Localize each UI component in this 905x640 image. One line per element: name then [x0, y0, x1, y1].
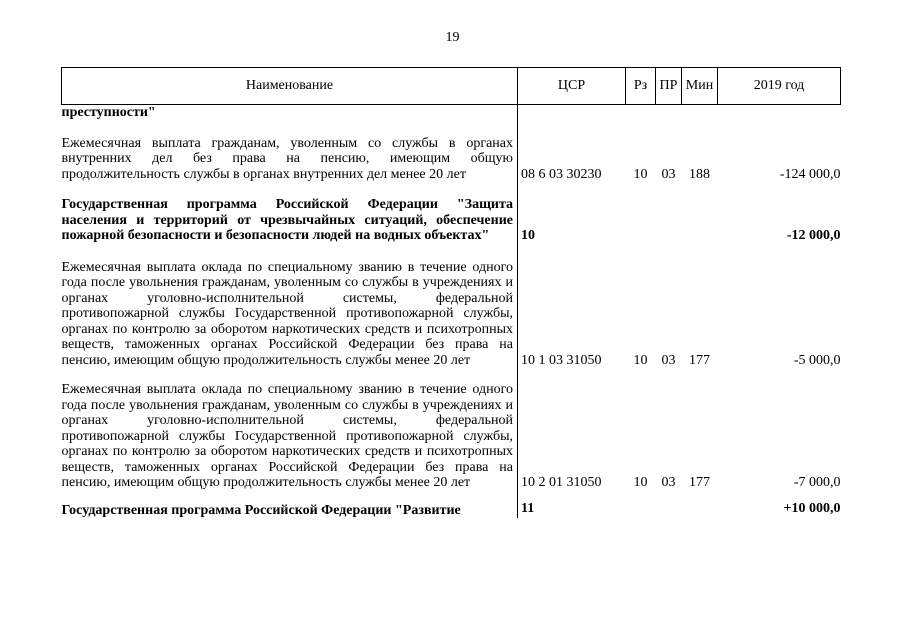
- row-name: Ежемесячная выплата оклада по специальному званию в течение одного года после увольнения гражданам, уволенным со службы в учреждениях и органах уголовно-исполнительной системы, федеральной противопожарной службы Государственной противопожарной службы, органах по контролю за оборотом наркотических средств и психотропных веществ, таможенных органах Российской Федерации без права на пенсию, имеющим общую продолжительность службы менее 20 лет: [62, 244, 518, 369]
- row-rz: [626, 105, 656, 123]
- row-rz: [626, 491, 656, 519]
- budget-table: [61, 67, 841, 518]
- row-min: 188: [689, 166, 710, 182]
- header-min: Мин: [682, 68, 718, 105]
- row-name: преступности": [62, 105, 518, 123]
- row-rz: 10: [633, 475, 648, 490]
- row-amount: [718, 105, 841, 123]
- row-name: Государственная программа Российской Федерации "Защита населения и территорий от чрезвычайных ситуаций, обеспечение пожарной безопасности и безопасности людей на водных объектах": [62, 182, 518, 244]
- row-csr: 10 1 03 31050: [521, 352, 602, 368]
- row-amount: -12 000,0: [786, 228, 841, 243]
- row-csr: 08 6 03 30230: [521, 166, 602, 182]
- row-csr: 10 2 01 31050: [521, 475, 602, 490]
- row-min: 177: [689, 352, 710, 368]
- row-min: 177: [689, 475, 710, 490]
- row-min: [682, 491, 718, 519]
- table-row: [62, 491, 841, 519]
- row-rz: 10: [633, 166, 648, 182]
- table-row: [62, 244, 841, 369]
- row-pr: [656, 491, 682, 519]
- row-csr: 10: [521, 228, 535, 243]
- row-rz: [626, 182, 656, 244]
- row-name: Государственная программа Российской Федерации "Развитие: [62, 491, 518, 519]
- table-row: [62, 123, 841, 183]
- header-year: 2019 год: [718, 68, 841, 105]
- table-row: [62, 368, 841, 491]
- row-rz: 10: [633, 352, 648, 368]
- row-name: Ежемесячная выплата гражданам, уволенным со службы в органах внутренних дел без права на пенсию, имеющим общую продолжительность службы в органах внутренних дел менее 20 лет: [62, 123, 518, 183]
- row-amount: -124 000,0: [779, 166, 841, 182]
- row-pr: 03: [661, 475, 676, 490]
- header-pr: ПР: [656, 68, 682, 105]
- row-csr: 11: [521, 500, 535, 516]
- table-row: [62, 182, 841, 244]
- header-name: Наименование: [62, 68, 518, 105]
- row-pr: 03: [661, 166, 676, 182]
- row-csr: [518, 105, 626, 123]
- row-min: [682, 182, 718, 244]
- header-rz: Рз: [626, 68, 656, 105]
- header-row: [62, 68, 841, 105]
- row-amount: -7 000,0: [793, 475, 841, 490]
- row-min: [682, 105, 718, 123]
- table-row: [62, 105, 841, 123]
- header-csr: ЦСР: [518, 68, 626, 105]
- row-amount: +10 000,0: [783, 500, 841, 516]
- row-pr: [656, 105, 682, 123]
- row-name: Ежемесячная выплата оклада по специальному званию в течение одного года после увольнения гражданам, уволенным со службы в учреждениях и органах уголовно-исполнительной системы, федеральной противопожарной службы Государственной противопожарной службы, органах по контролю за оборотом наркотических средств и психотропных веществ, таможенных органах Российской Федерации без права на пенсию, имеющим общую продолжительность службы менее 20 лет: [62, 368, 518, 491]
- row-amount: -5 000,0: [793, 352, 841, 368]
- page-number: 19: [445, 30, 460, 45]
- row-pr: [656, 182, 682, 244]
- row-pr: 03: [661, 352, 676, 368]
